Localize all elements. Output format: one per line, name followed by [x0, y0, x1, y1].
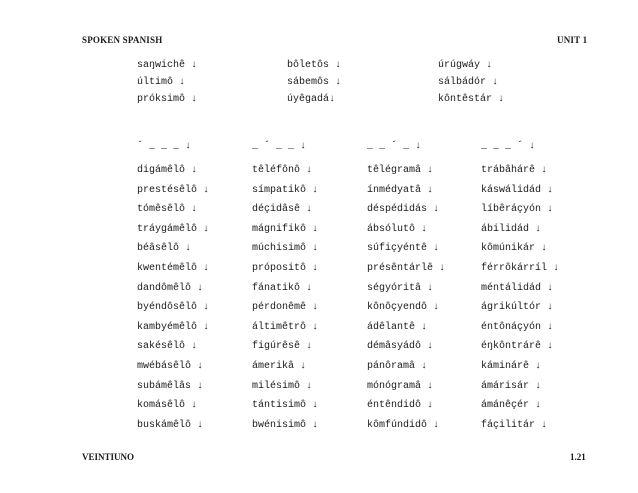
word: sálbádór ↓ — [438, 77, 499, 88]
word: múchisimô ↓ — [252, 243, 319, 255]
word: béâsêlô ↓ — [137, 243, 192, 255]
drill-column-2 — [252, 141, 318, 439]
word: súfiçyéntê ↓ — [367, 243, 440, 255]
word: kambyémêlô ↓ — [137, 321, 210, 333]
word: fáçilitár ↓ — [481, 419, 548, 431]
word: ínmédyatâ ↓ — [367, 184, 434, 196]
word: mágnifikô ↓ — [252, 223, 319, 235]
word: milésimô ↓ — [252, 380, 313, 392]
word: fánatikô ↓ — [252, 282, 313, 294]
page-number: 1.21 — [570, 452, 586, 462]
word: tráygámêlô ↓ — [137, 223, 210, 235]
word: méntálidád ↓ — [481, 282, 554, 294]
word: pérdonêmê ↓ — [252, 302, 319, 314]
word: áltimêtrô ↓ — [252, 321, 319, 333]
word: bôletôs ↓ — [287, 60, 342, 71]
stress-pattern: _ _ ´ _ ↓ — [367, 141, 422, 152]
word: déspédidás ↓ — [367, 204, 440, 216]
top-column-1 — [137, 60, 197, 111]
word: úrúgwáy ↓ — [438, 60, 493, 71]
word: têlégramâ ↓ — [367, 165, 434, 176]
stress-pattern: _ _ _ ´ ↓ — [481, 141, 536, 152]
word: káminárê ↓ — [481, 360, 542, 372]
top-column-3 — [438, 60, 504, 111]
running-footer-left: VEINTIUNO — [82, 452, 135, 462]
word: bwénisimô ↓ — [252, 419, 319, 431]
word: têléfônô ↓ — [252, 165, 313, 176]
word: kômúnikár ↓ — [481, 243, 548, 255]
word: sábemôs ↓ — [287, 77, 342, 88]
word: kôntêstár ↓ — [438, 94, 505, 105]
word: éŋkôntrárê ↓ — [481, 341, 554, 353]
word: ádêlantê ↓ — [367, 321, 428, 333]
drill-column-1 — [137, 141, 209, 439]
word: própositô ↓ — [252, 262, 319, 274]
word: ábilidád ↓ — [481, 223, 542, 235]
word: símpatikô ↓ — [252, 184, 319, 196]
word: trábâhárê ↓ — [481, 165, 548, 176]
word: kwentémêlô ↓ — [137, 262, 210, 274]
word: buskámêlô ↓ — [137, 419, 204, 431]
word: sakésêlô ↓ — [137, 341, 198, 353]
word: subámêlâs ↓ — [137, 380, 204, 392]
word: férrôkárríl ↓ — [481, 262, 560, 274]
word: ábsólutô ↓ — [367, 223, 428, 235]
top-column-2 — [287, 60, 341, 111]
word: kônôçyendô ↓ — [367, 302, 440, 314]
word: tántisimô ↓ — [252, 400, 319, 412]
word: dandômêlô ↓ — [137, 282, 204, 294]
word: kômfúndidô ↓ — [367, 419, 440, 431]
word: mwébásêlô ↓ — [137, 360, 204, 372]
word: digámêlô ↓ — [137, 165, 198, 176]
stress-pattern: _ ´ _ _ ↓ — [252, 141, 307, 152]
word: éntêndidô ↓ — [367, 400, 434, 412]
word: déçidâsê ↓ — [252, 204, 313, 216]
word: komásêlô ↓ — [137, 400, 198, 412]
word: tómêsêlô ↓ — [137, 204, 198, 216]
word: ségyóritâ ↓ — [367, 282, 434, 294]
drill-column-4 — [481, 141, 559, 439]
drill-column-3 — [367, 141, 445, 439]
word: ágrikúltór ↓ — [481, 302, 554, 314]
word: últimô ↓ — [137, 77, 186, 88]
word: próksimô ↓ — [137, 94, 198, 105]
word: byéndôsêlô ↓ — [137, 302, 210, 314]
running-header-left: SPOKEN SPANISH — [82, 35, 163, 45]
word: présêntárlê ↓ — [367, 262, 446, 274]
word: ámárisár ↓ — [481, 380, 542, 392]
word: ámerikâ ↓ — [252, 360, 307, 372]
word: prestésêlô ↓ — [137, 184, 210, 196]
running-header-right: UNIT 1 — [557, 35, 588, 45]
stress-pattern: ´ _ _ _ ↓ — [137, 141, 192, 152]
word: káswálidád ↓ — [481, 184, 554, 196]
word: mónógramâ ↓ — [367, 380, 434, 392]
word: úyêgadá↓ — [287, 94, 336, 105]
word: saŋwichê ↓ — [137, 60, 198, 71]
word: démâsyádô ↓ — [367, 341, 434, 353]
word: ámánêçér ↓ — [481, 400, 542, 412]
word: éntônáçyón ↓ — [481, 321, 554, 333]
word: pánôramâ ↓ — [367, 360, 428, 372]
word: líbêráçyón ↓ — [481, 204, 554, 216]
word: figúrêsê ↓ — [252, 341, 313, 353]
